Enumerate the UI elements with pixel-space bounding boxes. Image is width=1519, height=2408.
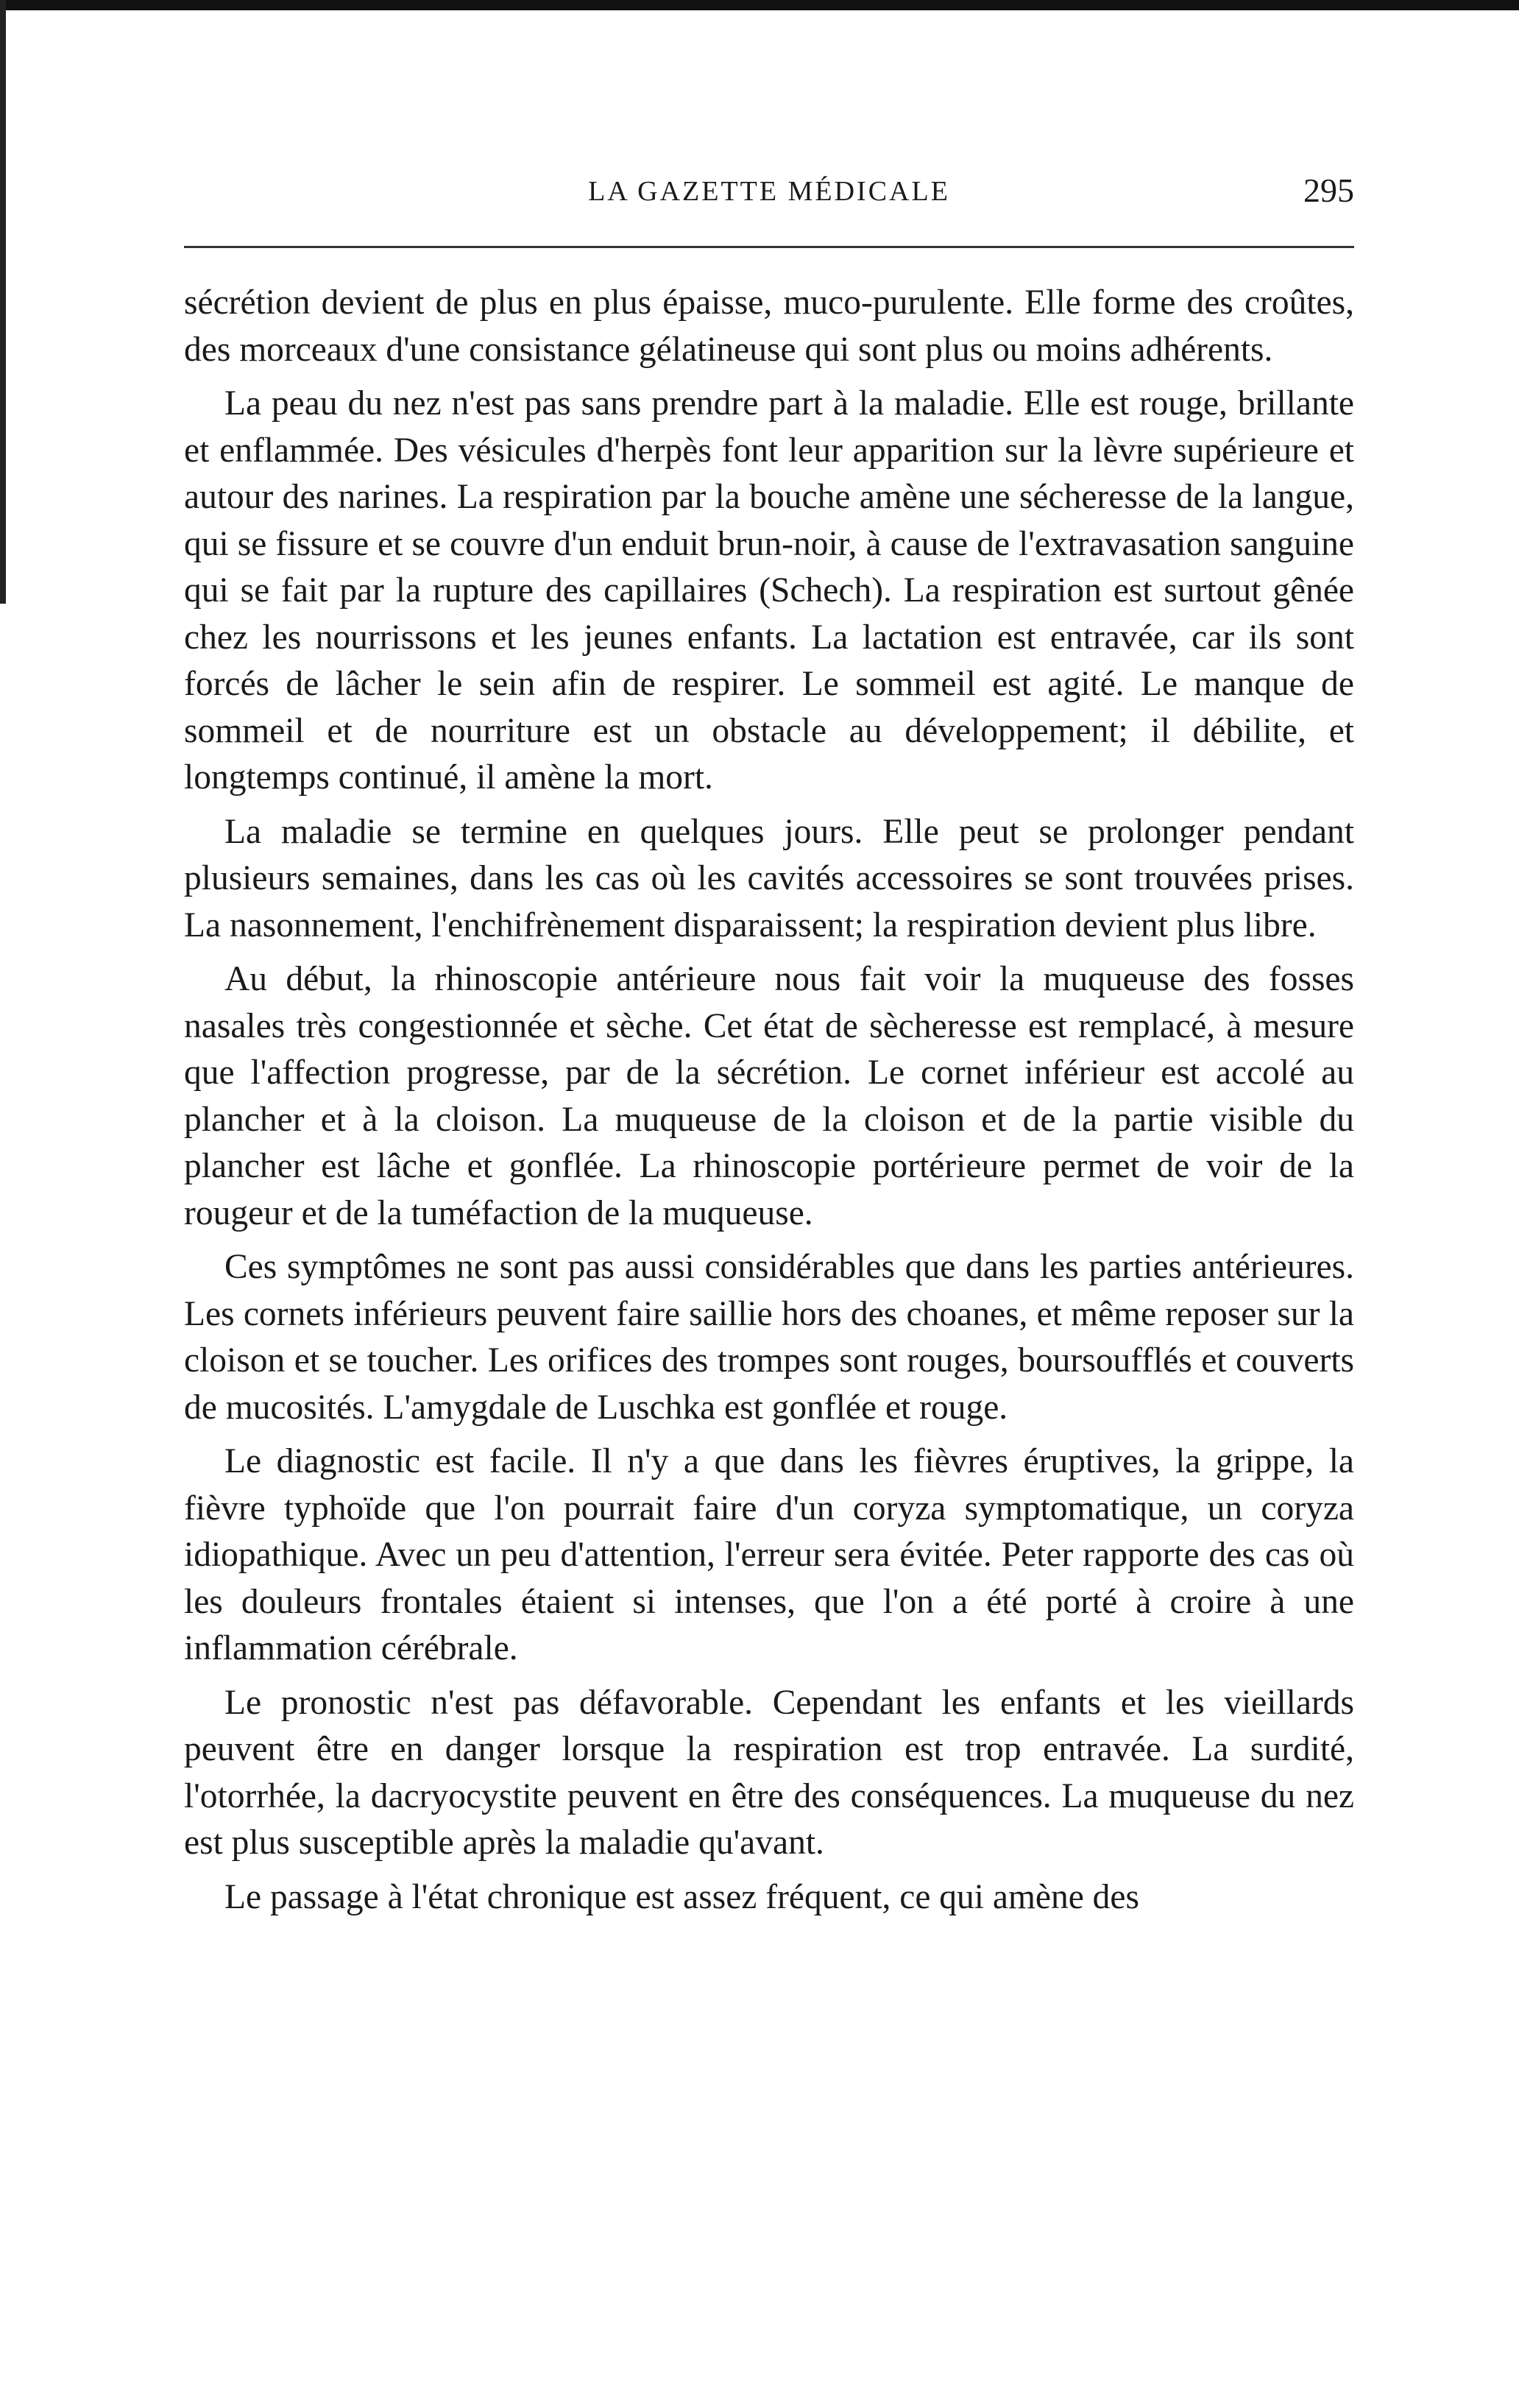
paragraph-anterior-rhinoscopy: Au début, la rhinoscopie antérieure nous fait voir la muqueuse des fosses nasales très congestionnée et sèche. Cet état de sècheresse est remplacé, à mesure que l'affection progresse, par de la sécrétion. Le cornet inférieur est accolé au plancher et à la cloison. La muqueuse de la cloison et de la partie visible du plancher est lâche et gonflée. La rhinoscopie portérieure permet de voir de la rougeur et de la tuméfaction de la muqueuse. [184, 960, 1354, 1232]
article-body [184, 280, 1354, 1928]
left-page-edge [0, 0, 6, 604]
paragraph-diagnosis: Le diagnostic est facile. Il n'y a que dans les fièvres éruptives, la grippe, la fièvre typhoïde que l'on pourrait faire d'un coryza symptomatique, un coryza idiopathique. Avec un peu d'attention, l'erreur sera évitée. Peter rapporte des cas où les douleurs frontales étaient si intenses, que l'on a été porté à croire à une inflammation cérébrale. [184, 1442, 1354, 1667]
header-rule [184, 246, 1354, 248]
top-border-rule [0, 0, 1519, 10]
running-head: LA GAZETTE MÉDICALE [588, 176, 950, 207]
paragraph-course: La maladie se termine en quelques jours. Elle peut se prolonger pendant plusieurs semaines, dans les cas où les cavités accessoires se sont trouvées prises. La nasonnement, l'enchifrènement disparaissent; la respiration devient plus libre. [184, 812, 1354, 945]
paragraph-prognosis: Le pronostic n'est pas défavorable. Cependant les enfants et les vieillards peuvent être en danger lorsque la respiration est trop entravée. La surdité, l'otorrhée, la dacryocystite peuvent en être des conséquences. La muqueuse du nez est plus susceptible après la maladie qu'avant. [184, 1683, 1354, 1862]
paragraph-continuation: sécrétion devient de plus en plus épaisse, muco-purulente. Elle forme des croûtes, des morceaux d'une consistance gélatineuse qui sont plus ou moins adhérents. [184, 283, 1354, 369]
paragraph-posterior-symptoms: Ces symptômes ne sont pas aussi considérables que dans les parties antérieures. Les cornets inférieurs peuvent faire saillie hors des choanes, et même reposer sur la cloison et se toucher. Les orifices des trompes sont rouges, boursoufflés et couverts de mucosités. L'amygdale de Luschka est gonflée et rouge. [184, 1248, 1354, 1427]
page-header [184, 171, 1354, 215]
paragraph-skin-symptoms: La peau du nez n'est pas sans prendre part à la maladie. Elle est rouge, brillante et enflammée. Des vésicules d'herpès font leur apparition sur la lèvre supérieure et autour des narines. La respiration par la bouche amène une sécheresse de la langue, qui se fissure et se couvre d'un enduit brun-noir, à cause de l'extravasation sanguine qui se fait par la rupture des capillaires (Schech). La respiration est surtout gênée chez les nourrissons et les jeunes enfants. La lactation est entravée, car ils sont forcés de lâcher le sein afin de respirer. Le sommeil est agité. Le manque de sommeil et de nourriture est un obstacle au développement; il débilite, et longtemps continué, il amène la mort. [184, 384, 1354, 797]
paragraph-chronic: Le passage à l'état chronique est assez fréquent, ce qui amène des [224, 1877, 1140, 1916]
page-number: 295 [1303, 172, 1354, 209]
